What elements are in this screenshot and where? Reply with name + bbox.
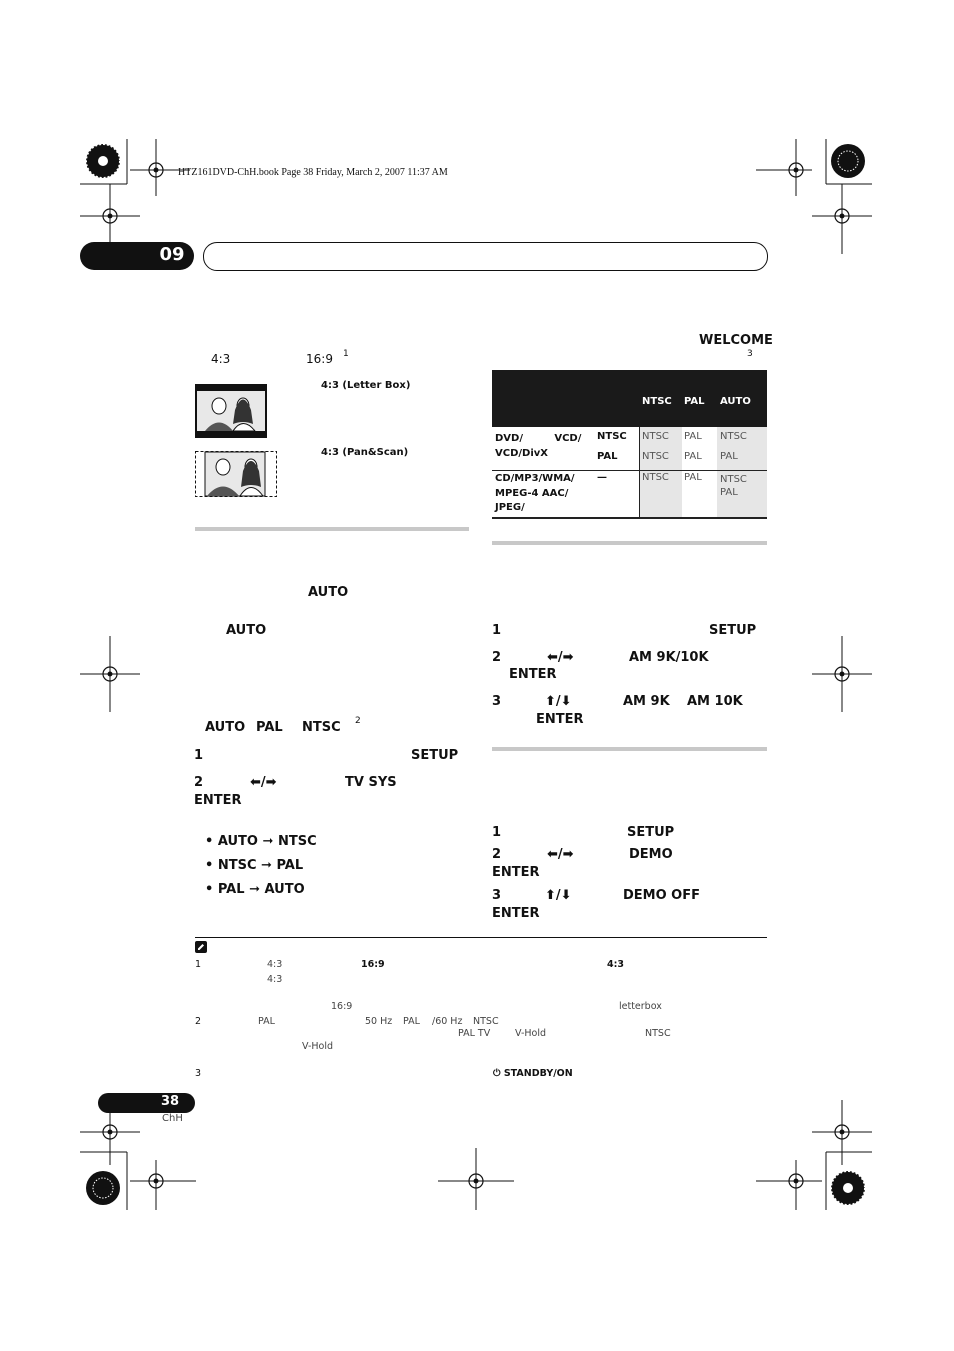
am-step-3-opt2: AM 10K	[687, 694, 743, 709]
demo-step-3-key: ENTER	[492, 906, 540, 921]
letterbox-illustration	[195, 384, 267, 438]
note-1-b: 16:9	[361, 959, 385, 970]
aspect-169: 16:9	[306, 352, 333, 366]
source-format: NTSC	[597, 431, 627, 442]
note-2-i: V-Hold	[302, 1041, 333, 1052]
am-step-3-key: ENTER	[536, 712, 584, 727]
demo-step-3-target: DEMO OFF	[623, 888, 700, 903]
cell-pal: PAL	[684, 431, 702, 442]
demo-step-3-num: 3	[492, 888, 502, 903]
note-2-num: 2	[195, 1016, 202, 1027]
am-step-3-opt1: AM 9K	[623, 694, 670, 709]
demo-step-2-arrows: ⬅/➡	[547, 847, 574, 862]
note-1-f: letterbox	[619, 1001, 662, 1012]
am-step-3-arrows: ⬆/⬇	[545, 694, 572, 709]
letterbox-label: 4:3 (Letter Box)	[321, 380, 411, 391]
cycle-arrow: ➞	[262, 834, 274, 849]
cell-ntsc: NTSC	[642, 451, 669, 462]
tvsys-auto-1: AUTO	[308, 585, 349, 600]
tv-step-2-num: 2	[194, 775, 204, 790]
cycle-to: PAL	[276, 858, 304, 873]
mode-auto: AUTO	[205, 720, 246, 735]
demo-step-3-arrows: ⬆/⬇	[545, 888, 572, 903]
table-row-divider	[492, 470, 767, 471]
welcome-label: WELCOME	[699, 333, 773, 348]
cell-pal: PAL	[684, 472, 702, 483]
section-rule-left	[195, 527, 469, 531]
am-step-1-key: SETUP	[709, 623, 757, 638]
cell-pal: PAL	[684, 451, 702, 462]
tv-step-2-key: ENTER	[194, 793, 242, 808]
note-pencil-icon	[195, 941, 207, 953]
cycle-from: PAL	[217, 882, 245, 897]
disc-type: DVD/ VCD/ VCD/DivX	[495, 433, 582, 459]
cycle-from: NTSC	[217, 858, 257, 873]
cycle-item: • NTSC ➞ PAL	[205, 858, 304, 873]
note-2-g: V-Hold	[515, 1028, 546, 1039]
cell-auto: NTSC PAL	[720, 474, 747, 498]
cycle-to: NTSC	[277, 834, 317, 849]
am-step-2-num: 2	[492, 650, 502, 665]
table-bottom-rule	[492, 517, 767, 519]
note-2-b: 50 Hz	[365, 1016, 393, 1027]
am-step-2-target: AM 9K/10K	[629, 650, 709, 665]
am-step-2-arrows: ⬅/➡	[547, 650, 574, 665]
page-lang: ChH	[162, 1113, 183, 1124]
col-header-pal: PAL	[684, 396, 705, 407]
am-step-1-num: 1	[492, 623, 502, 638]
source-format: PAL	[597, 451, 618, 462]
mode-pal: PAL	[256, 720, 283, 735]
section-rule-right-1	[492, 541, 767, 545]
am-step-3-num: 3	[492, 694, 502, 709]
cell-auto: PAL	[720, 451, 738, 462]
tv-step-1-key: SETUP	[411, 748, 459, 763]
print-header: HTZ161DVD-ChH.book Page 38 Friday, March 2, 2007 11:37 AM	[178, 167, 448, 178]
demo-step-1-num: 1	[492, 825, 502, 840]
cell-ntsc: NTSC	[642, 431, 669, 442]
demo-step-2-target: DEMO	[629, 847, 673, 862]
tv-step-2-arrows: ⬅/➡	[250, 775, 277, 790]
demo-step-1-key: SETUP	[627, 825, 675, 840]
notes-rule	[195, 937, 767, 938]
tv-step-1-num: 1	[194, 748, 204, 763]
cycle-from: AUTO	[217, 834, 258, 849]
tv-step-2-target: TV SYS	[345, 775, 397, 790]
note-ref-2: 2	[355, 716, 361, 726]
note-2-h: NTSC	[645, 1028, 671, 1039]
page-number: 38	[160, 1094, 180, 1109]
cycle-item: • PAL ➞ AUTO	[205, 882, 305, 897]
demo-step-2-key: ENTER	[492, 865, 540, 880]
panscan-illustration	[195, 451, 277, 497]
col-header-ntsc: NTSC	[642, 396, 672, 407]
section-rule-right-2	[492, 747, 767, 751]
note-2-e: NTSC	[473, 1016, 499, 1027]
note-1-d: 4:3	[267, 974, 283, 985]
note-1-e: 16:9	[331, 1001, 353, 1012]
note-1-c: 4:3	[607, 959, 625, 970]
note-2-c: PAL	[403, 1016, 420, 1027]
demo-step-2-num: 2	[492, 847, 502, 862]
note-ref-1: 1	[343, 349, 349, 359]
note-ref-3: 3	[747, 349, 753, 359]
note-3-num: 3	[195, 1068, 202, 1079]
cycle-item: • AUTO ➞ NTSC	[205, 834, 317, 849]
cycle-to: AUTO	[264, 882, 305, 897]
chapter-title-frame	[203, 242, 768, 271]
aspect-43: 4:3	[211, 352, 231, 366]
note-1-num: 1	[195, 959, 202, 970]
note-1-a: 4:3	[267, 959, 283, 970]
note-2-a: PAL	[258, 1016, 275, 1027]
chapter-number: 09	[159, 244, 185, 265]
source-format: —	[597, 472, 607, 483]
cell-ntsc: NTSC	[642, 472, 669, 483]
am-step-2-key: ENTER	[509, 667, 557, 682]
note-3-standby: ⏻ STANDBY/ON	[493, 1068, 573, 1079]
panscan-label: 4:3 (Pan&Scan)	[321, 447, 409, 458]
cycle-arrow: ➞	[261, 858, 272, 873]
cell-auto: NTSC	[720, 431, 747, 442]
tvsys-auto-2: AUTO	[226, 623, 267, 638]
table-divider	[639, 427, 640, 518]
disc-type: CD/MP3/WMA/ MPEG-4 AAC/ JPEG/	[495, 473, 575, 513]
col-header-auto: AUTO	[720, 396, 751, 407]
mode-ntsc: NTSC	[302, 720, 341, 735]
note-2-f: PAL TV	[458, 1028, 491, 1039]
cycle-arrow: ➞	[249, 882, 260, 897]
note-2-d: /60 Hz	[432, 1016, 463, 1027]
